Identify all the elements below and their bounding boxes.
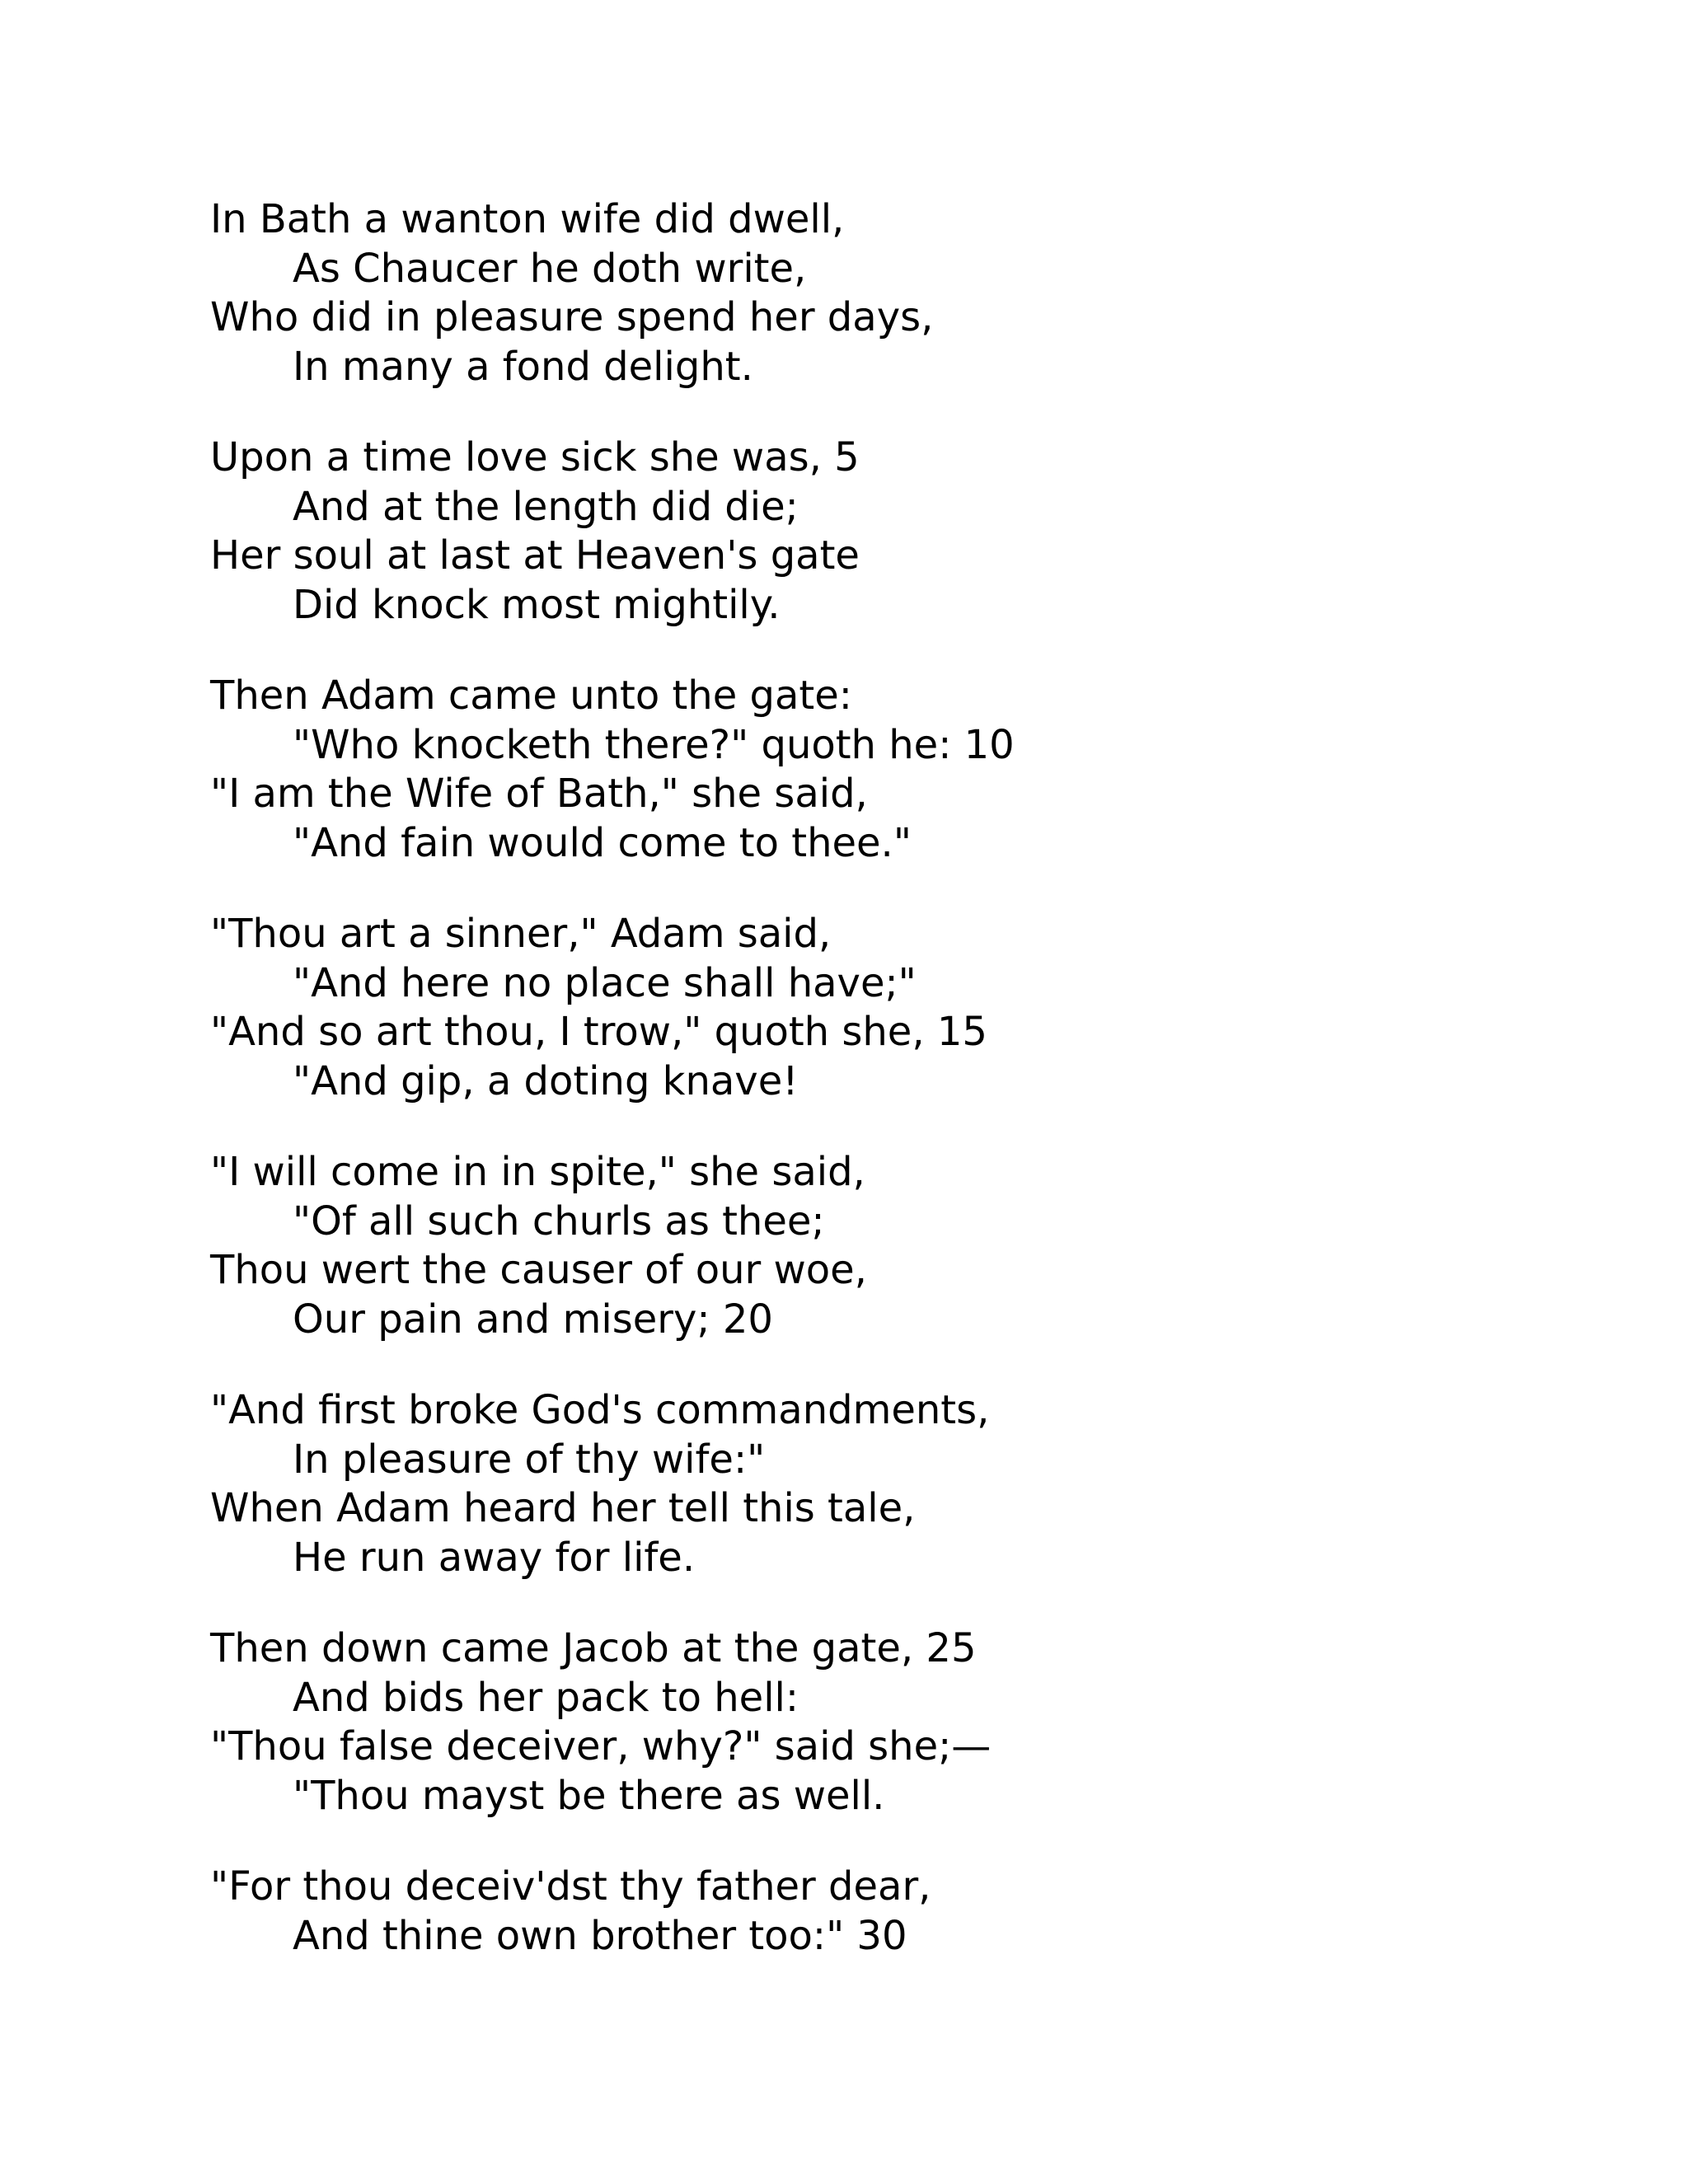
poem-line: "And first broke God's commandments, [210,1387,990,1433]
poem-line: In many a fond delight. [293,343,753,390]
poem-stanza [210,1863,1529,1961]
poem-line: "Thou false deceiver, why?" said she;— [210,1723,992,1769]
poem-line: "And here no place shall have;" [293,959,917,1006]
poem-line: Thou wert the causer of our woe, [210,1247,867,1293]
poem-line: "For thou deceiv'dst thy father dear, [210,1863,931,1910]
poem-line: "I will come in in spite," she said, [210,1149,865,1195]
poem-line: And thine own brother too:" 30 [293,1912,907,1959]
poem-line: He run away for life. [293,1534,696,1581]
poem-line: In Bath a wanton wife did dwell, [210,196,845,242]
poem-stanza [210,434,1529,630]
poem-line: "Who knocketh there?" quoth he: 10 [293,721,1015,768]
poem-line: Then down came Jacob at the gate, 25 [210,1625,977,1671]
poem-line: And at the length did die; [293,483,799,530]
poem-stanza [210,1624,1529,1821]
poem-stanza [210,672,1529,868]
poem-line: Then Adam came unto the gate: [210,673,852,719]
poem-line: In pleasure of thy wife:" [293,1436,766,1483]
poem-line: "I am the Wife of Bath," she said, [210,771,868,817]
poem-stanza [210,1386,1529,1582]
poem-line: Did knock most mightily. [293,581,781,628]
poem-line: "And fain would come to thee." [293,819,912,866]
poem-line: "And so art thou, I trow," quoth she, 15 [210,1009,987,1055]
poem-line: "And gip, a doting knave! [293,1057,799,1104]
poem-line: When Adam heard her tell this tale, [210,1485,916,1531]
poem-line: As Chaucer he doth write, [293,245,807,292]
poem-stanza [210,195,1529,391]
poem-line: Our pain and misery; 20 [293,1296,773,1343]
poem-text [210,195,1529,1961]
poem-line: And bids her pack to hell: [293,1674,799,1721]
poem-line: "Thou art a sinner," Adam said, [210,911,832,957]
poem-stanza [210,910,1529,1106]
poem-stanza [210,1148,1529,1344]
poem-line: Her soul at last at Heaven's gate [210,532,860,579]
poem-line: "Thou mayst be there as well. [293,1772,885,1819]
poem-line: Upon a time love sick she was, 5 [210,434,860,480]
poem-line: "Of all such churls as thee; [293,1197,825,1244]
poem-line: Who did in pleasure spend her days, [210,294,934,340]
